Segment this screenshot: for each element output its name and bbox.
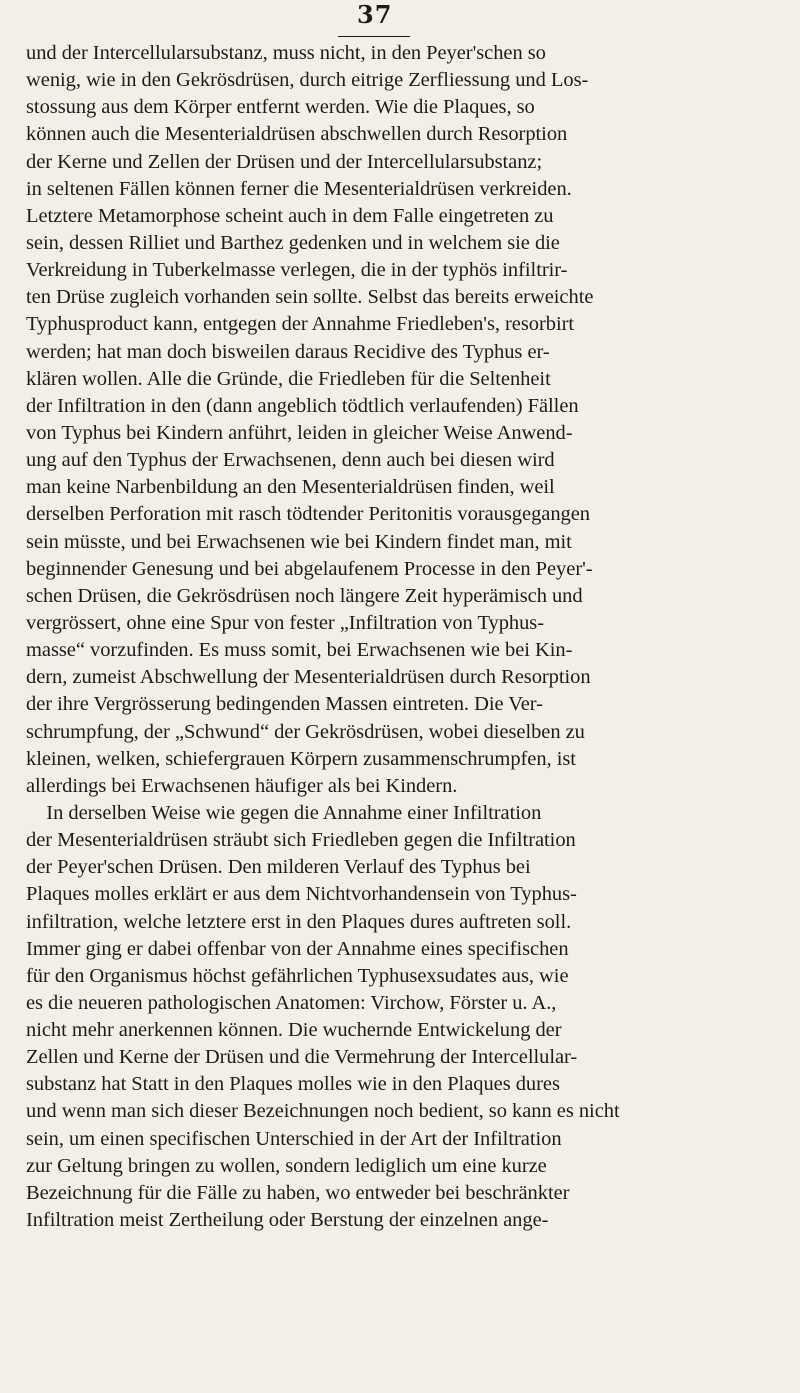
page-number: 37 <box>357 0 393 29</box>
text-line: zur Geltung bringen zu wollen, sondern lediglich um eine kurze <box>26 1154 547 1177</box>
text-line: der Kerne und Zellen der Drüsen und der Intercellularsubstanz; <box>26 150 543 173</box>
text-line: schrumpfung, der „Schwund“ der Gekrösdrüsen, wobei dieselben zu <box>26 720 585 743</box>
text-line: klären wollen. Alle die Gründe, die Friedleben für die Seltenheit <box>26 367 551 390</box>
text-line: stossung aus dem Körper entfernt werden. Wie die Plaques, so <box>26 96 535 119</box>
text-line: und wenn man sich dieser Bezeichnungen noch bedient, so kann es nicht <box>26 1100 620 1123</box>
text-line: der Infiltration in den (dann angeblich tödtlich verlaufenden) Fällen <box>26 394 579 417</box>
text-line: man keine Narbenbildung an den Mesenterialdrüsen finden, weil <box>26 476 555 499</box>
text-line: der Mesenterialdrüsen sträubt sich Friedleben gegen die Infiltration <box>26 829 576 852</box>
text-line: der Peyer'schen Drüsen. Den milderen Verlauf des Typhus bei <box>26 856 531 879</box>
text-line: und der Intercellularsubstanz, muss nicht, in den Peyer'schen so <box>26 42 546 64</box>
text-line: vergrössert, ohne eine Spur von fester „Infiltration von Typhus- <box>26 611 545 634</box>
text-line: sein müsste, und bei Erwachsenen wie bei Kindern findet man, mit <box>26 530 572 553</box>
text-line: sein, dessen Rilliet und Barthez gedenken und in welchem sie die <box>26 231 560 254</box>
text-line: ten Drüse zugleich vorhanden sein sollte. Selbst das bereits erweichte <box>26 286 594 309</box>
page-number-underline <box>338 36 410 37</box>
text-line: der ihre Vergrösserung bedingenden Massen eintreten. Die Ver- <box>26 693 543 716</box>
text-line: schen Drüsen, die Gekrösdrüsen noch längere Zeit hyperämisch und <box>26 584 583 607</box>
text-line: dern, zumeist Abschwellung der Mesenterialdrüsen durch Resorption <box>26 666 591 689</box>
text-line: kleinen, welken, schiefergrauen Körpern zusammenschrumpfen, ist <box>26 747 576 770</box>
text-line: es die neueren pathologischen Anatomen: Virchow, Förster u. A., <box>26 991 557 1014</box>
text-line: ung auf den Typhus der Erwachsenen, denn auch bei diesen wird <box>26 449 555 472</box>
text-line: Zellen und Kerne der Drüsen und die Vermehrung der Intercellular- <box>26 1046 578 1069</box>
text-line: werden; hat man doch bisweilen daraus Recidive des Typhus er- <box>26 340 550 363</box>
text-line: Verkreidung in Tuberkelmasse verlegen, die in der typhös infiltrir- <box>26 259 568 282</box>
text-line: Immer ging er dabei offenbar von der Annahme eines specifischen <box>26 937 569 960</box>
text-line: in seltenen Fällen können ferner die Mesenterialdrüsen verkreiden. <box>26 177 572 200</box>
text-line: masse“ vorzufinden. Es muss somit, bei Erwachsenen wie bei Kin- <box>26 639 573 662</box>
text-line: für den Organismus höchst gefährlichen Typhusexsudates aus, wie <box>26 964 569 987</box>
text-line: infiltration, welche letztere erst in den Plaques dures auftreten soll. <box>26 910 572 933</box>
text-line: derselben Perforation mit rasch tödtender Peritonitis vorausgegangen <box>26 503 591 526</box>
text-line: substanz hat Statt in den Plaques molles wie in den Plaques dures <box>26 1073 560 1096</box>
text-line: beginnender Genesung und bei abgelaufenem Processe in den Peyer'- <box>26 557 593 580</box>
text-line: allerdings bei Erwachsenen häufiger als bei Kindern. <box>26 774 458 797</box>
text-line: In derselben Weise wie gegen die Annahme einer Infiltration <box>26 801 542 824</box>
text-line: Typhusproduct kann, entgegen der Annahme Friedleben's, resorbirt <box>26 313 575 336</box>
text-line: Plaques molles erklärt er aus dem Nichtvorhandensein von Typhus- <box>26 883 577 906</box>
text-line: nicht mehr anerkennen können. Die wuchernde Entwickelung der <box>26 1019 562 1042</box>
text-line: sein, um einen specifischen Unterschied in der Art der Infiltration <box>26 1127 562 1150</box>
text-line: Letztere Metamorphose scheint auch in dem Falle eingetreten zu <box>26 204 554 227</box>
text-line: können auch die Mesenterialdrüsen abschwellen durch Resorption <box>26 123 568 146</box>
text-line: Infiltration meist Zertheilung oder Berstung der einzelnen ange- <box>26 1209 549 1232</box>
text-line: wenig, wie in den Gekrösdrüsen, durch eitrige Zerfliessung und Los- <box>26 69 589 92</box>
text-line: Bezeichnung für die Fälle zu haben, wo entweder bei beschränkter <box>26 1181 570 1204</box>
body-text <box>26 40 781 1234</box>
text-line: von Typhus bei Kindern anführt, leiden in gleicher Weise Anwend- <box>26 421 573 444</box>
